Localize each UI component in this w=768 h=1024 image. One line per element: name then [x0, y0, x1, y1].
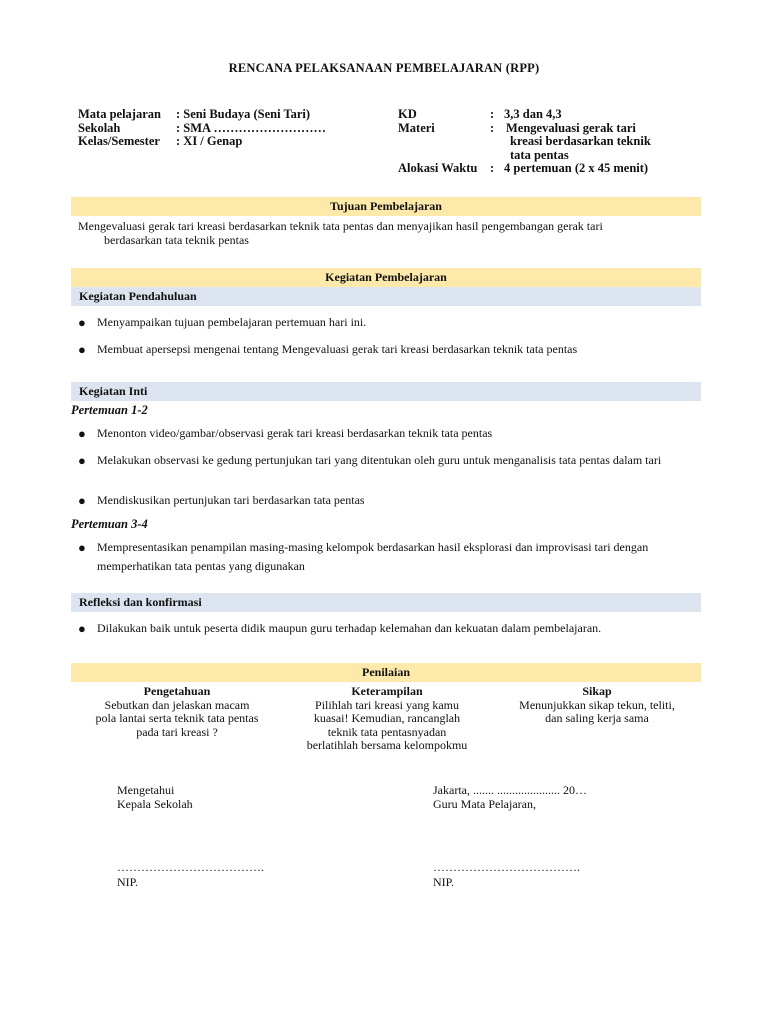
signature-right: Jakarta, ....... ..................... 20… Guru Mata Pelajaran,	[433, 783, 587, 811]
bullet-icon: ●	[78, 426, 86, 441]
list-item: ● Dilakukan baik untuk peserta didik maupun guru terhadap kelemahan dan kekuatan dalam pembelajaran.	[78, 621, 602, 636]
list-item: ● Menonton video/gambar/observasi gerak tari kreasi berdasarkan teknik tata pentas	[78, 426, 493, 441]
heading-kegiatan: Kegiatan Pembelajaran	[71, 268, 701, 287]
info-row-mata-pelajaran: Mata pelajaran : Seni Budaya (Seni Tari)	[78, 107, 311, 121]
tujuan-line-2: berdasarkan tata teknik pentas	[104, 233, 249, 247]
tujuan-line-1: Mengevaluasi gerak tari kreasi berdasarkan teknik tata pentas dan menyajikan hasil pengembangan gerak tari	[78, 219, 603, 233]
heading-inti: Kegiatan Inti	[71, 382, 701, 401]
list-item: ● Melakukan observasi ke gedung pertunjukan tari yang ditentukan oleh guru untuk menganalisis tata pentas dalam tari	[78, 453, 662, 468]
signature-right-line: ……………………………….	[433, 860, 580, 874]
document-title: RENCANA PELAKSANAAN PEMBELAJARAN (RPP)	[228, 61, 540, 75]
bullet-icon: ●	[78, 315, 86, 330]
bullet-icon: ●	[78, 453, 86, 468]
heading-penilaian: Penilaian	[71, 663, 701, 682]
info-row-sekolah: Sekolah : SMA ………………………	[78, 120, 326, 135]
assessment-pengetahuan: Pengetahuan Sebutkan dan jelaskan macam pola lantai serta teknik tata pentas pada tari kreasi ?	[95, 684, 259, 739]
assessment-keterampilan: Keterampilan Pilihlah tari kreasi yang kamu kuasai! Kemudian, rancanglah teknik tata pentasnyadan berlatihlah bersama kelompokmu	[306, 684, 468, 752]
info-left	[78, 108, 326, 149]
heading-pendahuluan: Kegiatan Pendahuluan	[71, 287, 701, 306]
heading-refleksi: Refleksi dan konfirmasi	[71, 593, 701, 612]
bullet-icon: ●	[78, 540, 86, 555]
list-item: ● Menyampaikan tujuan pembelajaran pertemuan hari ini.	[78, 315, 367, 330]
info-row-materi: Materi : Mengevaluasi gerak tari kreasi berdasarkan teknik tata pentas	[398, 120, 651, 162]
bullet-icon: ●	[78, 493, 86, 508]
signature-left-nip: NIP.	[117, 875, 139, 889]
info-row-kd: KD : 3,3 dan 4,3	[398, 107, 562, 121]
signature-left: Mengetahui Kepala Sekolah	[117, 783, 193, 811]
signature-right-nip: NIP.	[433, 875, 455, 889]
bullet-icon: ●	[78, 621, 86, 636]
list-item: ● Mendiskusikan pertunjukan tari berdasarkan tata pentas	[78, 493, 365, 508]
pertemuan-1-2-label: Pertemuan 1-2	[71, 403, 148, 417]
pertemuan-3-4-label: Pertemuan 3-4	[71, 517, 148, 531]
info-row-kelas-semester: Kelas/Semester : XI / Genap	[78, 134, 243, 148]
list-item: ● Membuat apersepsi mengenai tentang Mengevaluasi gerak tari kreasi berdasarkan teknik tata pentas	[78, 342, 578, 357]
info-right	[398, 108, 676, 176]
info-row-alokasi-waktu: Alokasi Waktu : 4 pertemuan (2 x 45 menit)	[398, 161, 649, 175]
bullet-icon: ●	[78, 342, 86, 357]
signature-left-line: ……………………………….	[117, 860, 264, 874]
assessment-sikap: Sikap Menunjukkan sikap tekun, teliti, dan saling kerja sama	[519, 684, 675, 725]
list-item: ● Mempresentasikan penampilan masing-masing kelompok berdasarkan hasil eksplorasi dan improvisasi tari dengan memperhatikan tata pentas yang digunakan	[78, 538, 698, 576]
heading-tujuan: Tujuan Pembelajaran	[71, 197, 701, 216]
